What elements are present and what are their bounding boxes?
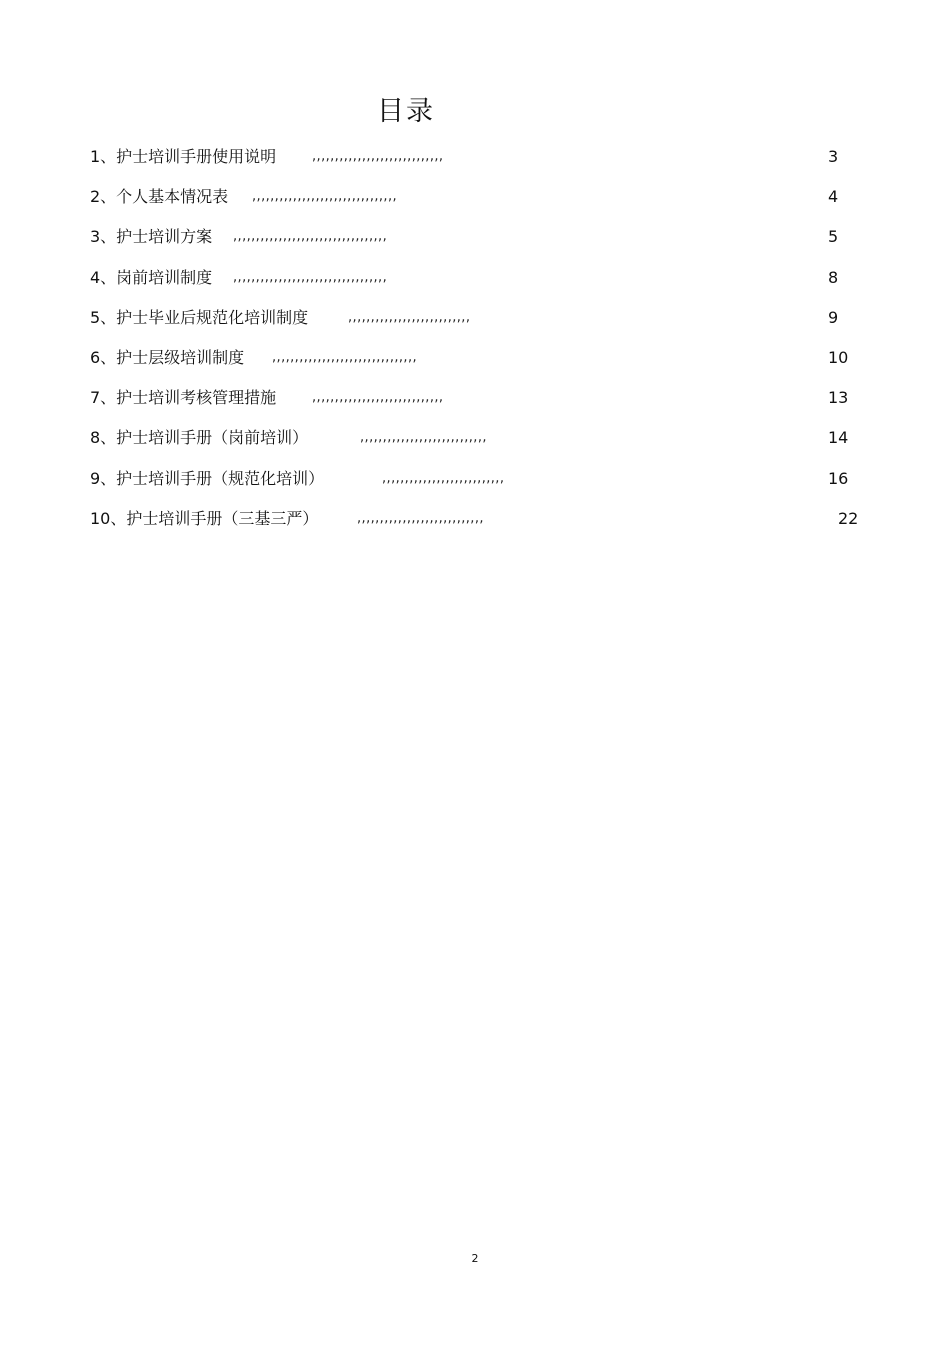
toc-entry (90, 184, 880, 224)
toc-entry-page: 22 (838, 508, 859, 528)
toc-entry (90, 305, 880, 345)
toc-entry (90, 265, 880, 305)
toc-entry-page: 8 (828, 267, 839, 287)
toc-entry-leader: ,,,,,,,,,,,,,,,,,,,,,,,,,,,,,,,, (252, 189, 398, 205)
toc-entry-leader: ,,,,,,,,,,,,,,,,,,,,,,,,,,,,, (312, 390, 444, 406)
toc-entry (90, 466, 880, 506)
toc-entry-page: 3 (828, 147, 839, 166)
toc-entry (90, 506, 880, 546)
toc-entry-label: 2、个人基本情况表 (90, 187, 229, 207)
toc-entry-page: 4 (828, 187, 839, 207)
toc-entry-label: 3、护士培训方案 (90, 227, 213, 247)
toc-entry-leader: ,,,,,,,,,,,,,,,,,,,,,,,,,,, (382, 470, 505, 486)
toc-entry-leader: ,,,,,,,,,,,,,,,,,,,,,,,,,,,, (357, 510, 484, 526)
toc-entry-page: 10 (828, 347, 849, 367)
toc-entry-label: 1、护士培训手册使用说明 (90, 147, 277, 166)
toc-entry-label: 7、护士培训考核管理措施 (90, 388, 277, 408)
toc-entry-page: 16 (828, 468, 849, 488)
toc-entry-page: 9 (828, 307, 839, 327)
toc-entry-leader: ,,,,,,,,,,,,,,,,,,,,,,,,,,,,, (312, 149, 444, 164)
toc-entry-leader: ,,,,,,,,,,,,,,,,,,,,,,,,,,, (348, 309, 471, 325)
toc-entry (90, 224, 880, 264)
toc-entry-label: 10、护士培训手册（三基三严） (90, 508, 319, 528)
toc-entry (90, 144, 880, 184)
toc-title: 目录 (377, 96, 435, 127)
toc-list (90, 144, 880, 546)
toc-entry-label: 9、护士培训手册（规范化培训） (90, 468, 325, 488)
page-number: 2 (471, 1252, 479, 1265)
toc-entry (90, 425, 880, 465)
toc-entry-label: 5、护士毕业后规范化培训制度 (90, 307, 309, 327)
toc-entry-leader: ,,,,,,,,,,,,,,,,,,,,,,,,,,,, (360, 430, 487, 446)
toc-entry-page: 14 (828, 428, 849, 448)
toc-entry-label: 8、护士培训手册（岗前培训） (90, 428, 309, 448)
toc-entry-label: 6、护士层级培训制度 (90, 347, 245, 367)
toc-entry-leader: ,,,,,,,,,,,,,,,,,,,,,,,,,,,,,,,,,, (233, 229, 388, 245)
toc-entry-label: 4、岗前培训制度 (90, 267, 213, 287)
toc-entry-page: 5 (828, 227, 839, 247)
toc-entry-page: 13 (828, 388, 849, 408)
toc-entry-leader: ,,,,,,,,,,,,,,,,,,,,,,,,,,,,,,,,,, (233, 269, 388, 285)
toc-entry-leader: ,,,,,,,,,,,,,,,,,,,,,,,,,,,,,,,, (272, 349, 418, 365)
toc-entry (90, 345, 880, 385)
toc-entry (90, 385, 880, 425)
